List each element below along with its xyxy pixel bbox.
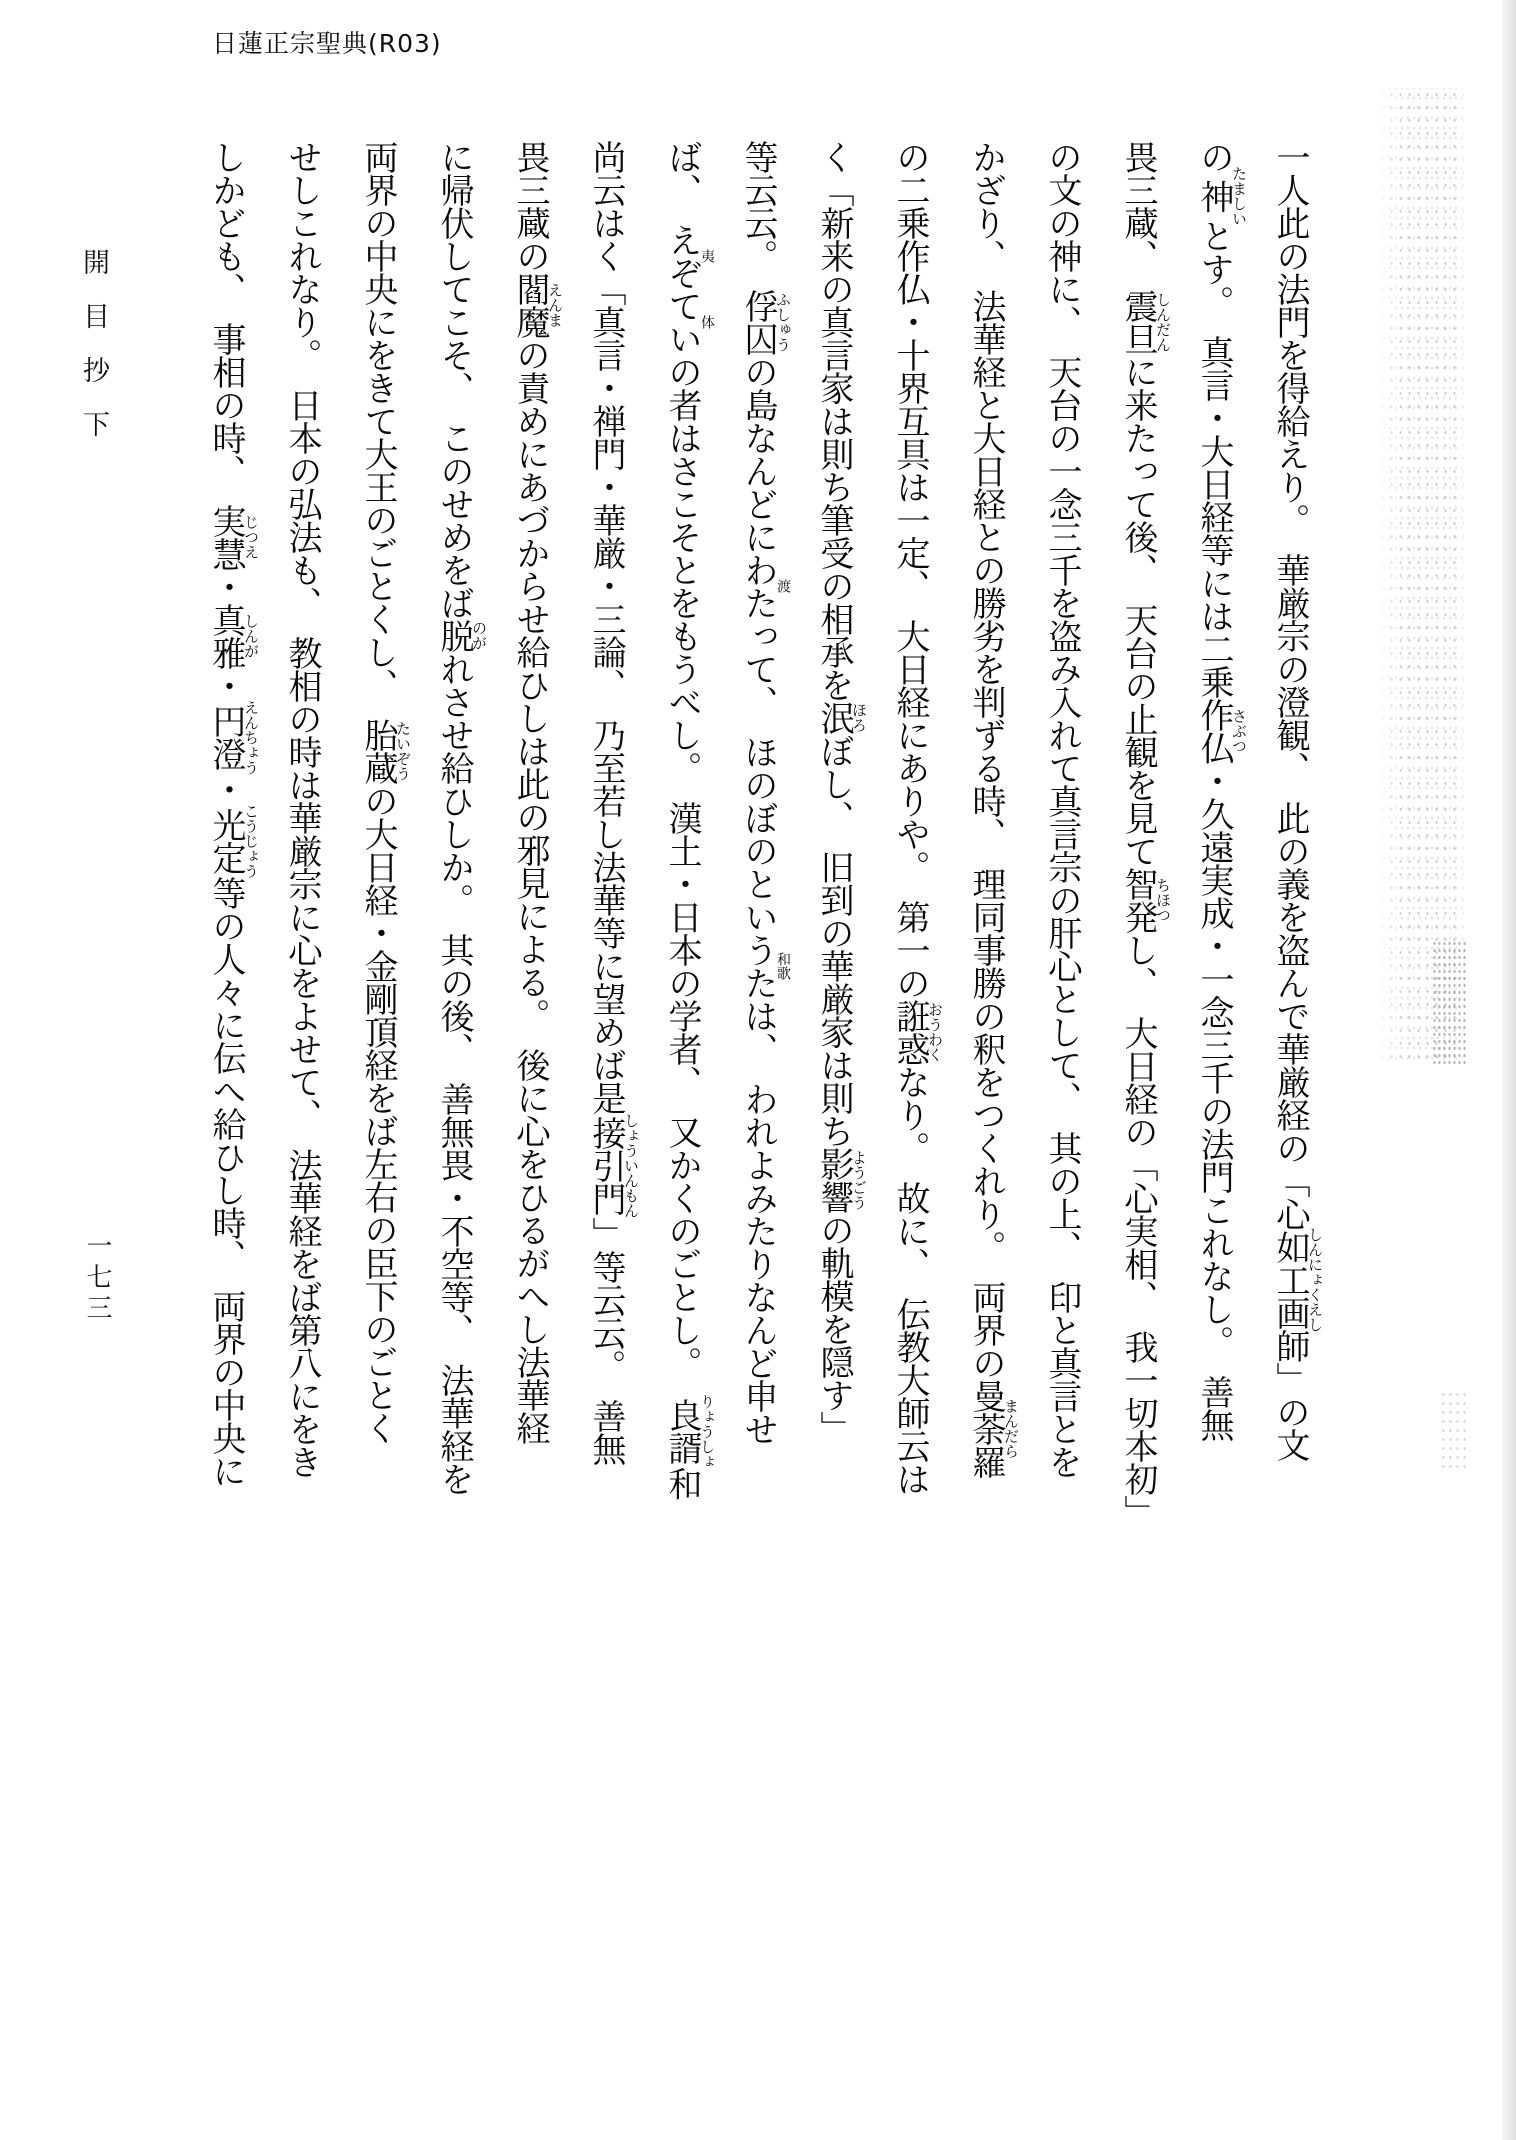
gloss-annotation: うた和歌 [738,933,791,999]
furigana-annotation: 俘囚ふしゅう [738,289,792,355]
page-number: 一七三 [82,1232,112,1325]
scan-page-edge [1502,0,1516,2140]
text-column-15: しかども、事相の時、実慧じつえ・真雅しんが・円澄えんちょう・光定こうじょう等の人々に伝へ給ひし時、両界の中央に [206,140,260,1487]
text-column-11: 畏三蔵の閻魔えんまの責めにあづからせ給ひしは此の邪見による。後に心をひるがへし法華経 [510,140,564,1444]
furigana-annotation: 真雅しんが [206,603,260,669]
text-column-6: の二乗作仏・十界互具は一定、大日経にありや。第一の誑惑おうわくなり。故に、伝教大師云は [890,140,944,1495]
text-column-8: 等云云。俘囚ふしゅうの島なんどにわた渡って、ほのぼのというた和歌は、われよみたりなんど申せ [738,140,792,1445]
furigana-annotation: 良諝りょうしょ [662,1393,716,1469]
furigana-annotation: 智発ちほつ [1118,867,1172,933]
furigana-annotation: 作仏さぶつ [1194,698,1248,764]
text-column-2: の神たましいとす。真言・大日経等には二乗作仏さぶつ・久遠実成・一念三千の法門これなし。善無 [1194,140,1248,1441]
furigana-annotation: 脱のが [434,619,488,652]
text-columns [186,140,1328,1530]
furigana-annotation: 泯ほろ [814,701,868,734]
furigana-annotation: 誑惑おうわく [890,999,944,1065]
text-column-1: 一人此の法門を得給えり。華厳宗の澄観、此の義を盗んで華厳経の「心如工画師しんにょくえし」の文 [1270,140,1324,1461]
furigana-annotation: 曼荼羅まんだら [966,1379,1020,1478]
furigana-annotation: 実慧じつえ [206,504,260,570]
scan-noise-strip [1378,88,1466,1063]
furigana-annotation: 震旦しんだん [1118,289,1172,355]
scan-noise-blob [1432,940,1466,1065]
text-column-12: に帰伏してこそ、このせめをば脱のがれさせ給ひしか。其の後、善無畏・不空等、法華経を [434,140,488,1495]
gloss-annotation: てい体 [662,289,715,355]
text-column-14: せしこれなり。日本の弘法も、教相の時は華厳宗に心をよせて、法華経をば第八にをき [282,140,322,1478]
text-column-7: く「新来の真言家は則ち筆受の相承を泯ほろぼし、旧到の華厳家は則ち影響ようごうの軌模を隠す」 [814,140,868,1444]
chapter-side-label: 開 目 抄 下 [78,248,109,437]
furigana-annotation: 接引門しょういんもん [586,1113,640,1218]
gloss-annotation: えぞ夷 [662,223,715,289]
book-title-header: 日蓮正宗聖典(R03) [212,29,442,58]
furigana-annotation: 光定こうじょう [206,803,260,879]
furigana-annotation: 閻魔えんま [510,272,564,338]
furigana-annotation: 胎蔵たいぞう [358,718,412,784]
text-column-10: 尚云はく「真言・禅門・華厳・三論、乃至若し法華等に望めば是接引門しょういんもん」等云云。善無 [586,140,640,1465]
text-column-9: ば、えぞ夷てい体の者はさこそとをもうべし。漢土・日本の学者、又かくのごとし。良諝りょうしょ和 [662,140,716,1500]
furigana-annotation: 円澄えんちょう [206,699,260,775]
text-column-3: 畏三蔵、震旦しんだんに来たって後、天台の止観を見て智発ちほつし、大日経の「心実相、我一切本初」 [1118,140,1172,1528]
furigana-annotation: 心如工画師しんにょくえし [1270,1197,1324,1362]
gloss-annotation: わた渡 [738,553,791,619]
text-column-13: 両界の中央にをきて大王のごとくし、胎蔵たいぞうの大日経・金剛頂経をば左右の臣下のごとく [358,140,412,1444]
text-column-4: の文の神に、天台の一念三千を盗み入れて真言宗の肝心として、其の上、印と真言とを [1042,140,1082,1478]
text-column-5: かざり、法華経と大日経との勝劣を判ずる時、理同事勝の釈をつくれり。両界の曼荼羅まんだら [966,140,1020,1478]
furigana-annotation: 神たましい [1194,166,1248,226]
scan-noise-tail [1440,1390,1466,1470]
furigana-annotation: 影響ようごう [814,1147,868,1213]
